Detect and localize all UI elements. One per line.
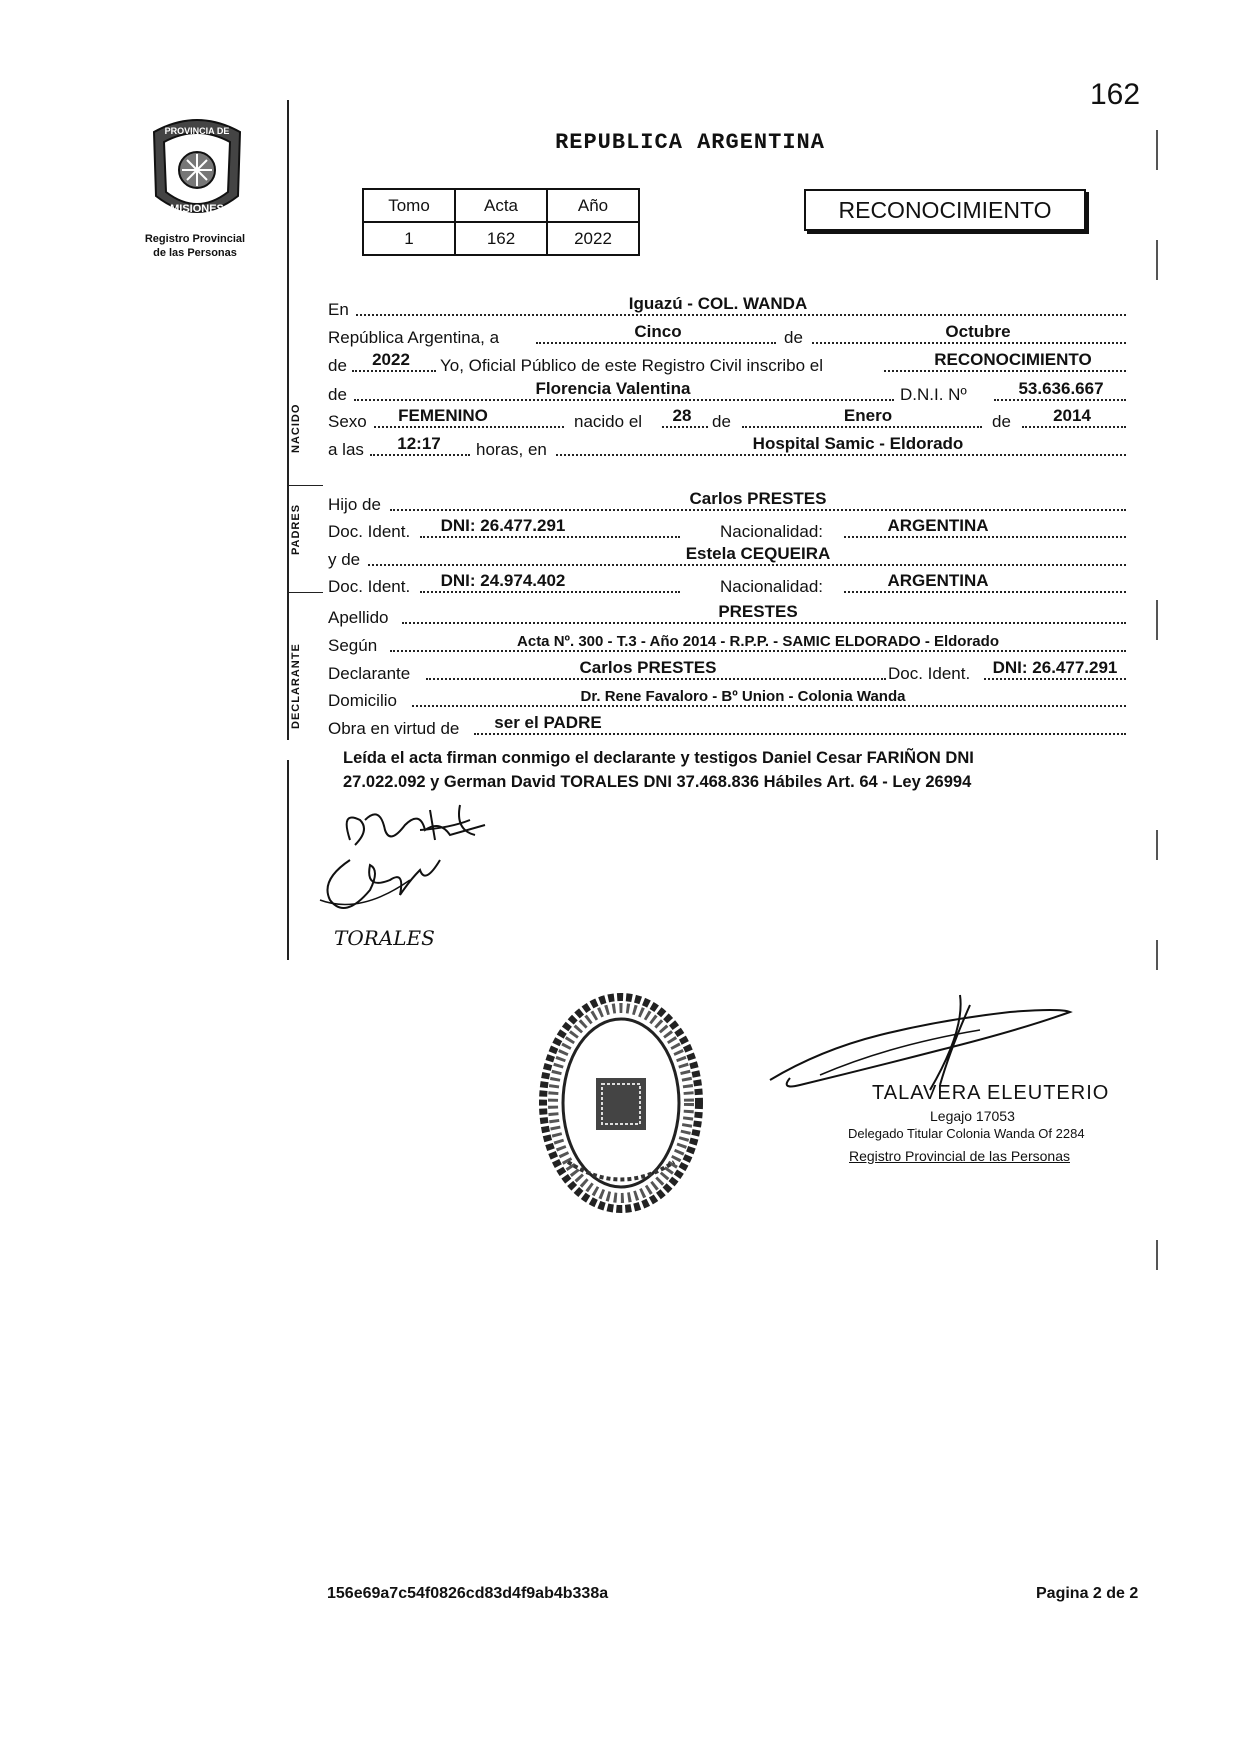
document-hash: 156e69a7c54f0826cd83d4f9ab4b338a	[327, 1585, 609, 1602]
value-doc-madre: DNI: 24.974.402	[440, 571, 566, 590]
dotted-line	[1022, 426, 1126, 428]
signers-line-1: Leída el acta firman conmigo el declarante y testigos Daniel Cesar FARIÑON DNI	[343, 749, 974, 767]
logo-caption	[120, 232, 270, 260]
label-nacionalidad: Nacionalidad:	[720, 522, 824, 541]
registry-header-acta: Acta	[455, 189, 547, 222]
dotted-line	[556, 454, 1126, 456]
registry-value-anio: 2022	[547, 222, 639, 255]
registry-header-anio: Año	[547, 189, 639, 222]
row-hora	[328, 432, 1128, 460]
value-mes-inscripcion: Octubre	[945, 322, 1011, 341]
dotted-line	[662, 426, 708, 428]
value-dni-nacido: 53.636.667	[1018, 379, 1104, 398]
dotted-line	[420, 536, 680, 538]
row-fecha	[328, 320, 1128, 348]
label-apellido: Apellido	[328, 608, 389, 627]
label-yo-oficial: Yo, Oficial Público de este Registro Civil inscribo el	[440, 356, 823, 375]
section-label-declarante: DECLARANTE	[290, 643, 302, 729]
right-margin-mark	[1156, 1240, 1158, 1270]
section-divider-nacido	[287, 485, 323, 486]
dotted-line	[474, 733, 1126, 735]
label-a-las: a las	[328, 440, 364, 459]
official-legajo: Legajo 17053	[930, 1108, 1015, 1124]
dotted-line	[412, 705, 1126, 707]
label-doc-ident-declarante: Doc. Ident.	[888, 664, 971, 683]
logo-caption-line1: Registro Provincial	[144, 233, 246, 245]
logo-caption-line2: de las Personas	[153, 247, 237, 259]
value-lugar-inscripcion: Iguazú - COL. WANDA	[628, 294, 808, 313]
right-margin-mark	[1156, 940, 1158, 970]
label-y-de: y de	[328, 550, 361, 569]
document-title: REPUBLICA ARGENTINA	[555, 130, 825, 155]
value-apellido: PRESTES	[718, 602, 798, 621]
label-de: de	[784, 328, 803, 347]
row-doc-padre	[328, 514, 1128, 542]
label-segun: Según	[328, 636, 378, 655]
dotted-line	[368, 564, 1126, 566]
label-de-anio-nac: de	[992, 412, 1011, 431]
value-doc-padre: DNI: 26.477.291	[440, 516, 566, 535]
row-domicilio	[328, 683, 1128, 711]
value-dia-nacimiento: 28	[672, 406, 692, 425]
label-hijo-de: Hijo de	[328, 495, 381, 514]
dotted-line	[352, 370, 436, 372]
registry-value-tomo: 1	[363, 222, 455, 255]
label-republica: República Argentina, a	[328, 328, 500, 347]
value-tipo-acta: RECONOCIMIENTO	[934, 350, 1092, 369]
label-en: En	[328, 300, 349, 319]
label-doc-ident: Doc. Ident.	[328, 522, 411, 541]
official-stamp-icon	[538, 992, 704, 1214]
dotted-line	[390, 650, 1126, 652]
row-sexo	[328, 404, 1128, 432]
row-segun	[328, 628, 1128, 656]
row-declarante	[328, 656, 1128, 684]
registry-table	[362, 188, 640, 256]
label-de-anio: de	[328, 356, 347, 375]
dotted-line	[984, 678, 1126, 680]
value-padre: Carlos PRESTES	[689, 489, 827, 508]
witness-signature-torales: TORALES	[334, 926, 435, 950]
dotted-line	[402, 622, 1126, 624]
registry-header-row	[363, 189, 639, 222]
row-anio	[328, 348, 1128, 376]
section-label-nacido: NACIDO	[290, 403, 302, 453]
label-nacido-el: nacido el	[574, 412, 643, 431]
dotted-line	[426, 678, 886, 680]
dotted-line	[370, 454, 470, 456]
dotted-line	[742, 426, 982, 428]
value-lugar-nacimiento: Hospital Samic - Eldorado	[752, 434, 964, 453]
row-obra	[328, 711, 1128, 739]
row-nombre	[328, 377, 1128, 405]
section-label-padres: PADRES	[290, 503, 302, 555]
signers-paragraph	[343, 746, 1133, 794]
value-dia-inscripcion: Cinco	[634, 322, 682, 341]
value-sexo: FEMENINO	[398, 406, 488, 425]
dotted-line	[356, 314, 1126, 316]
dotted-line	[536, 342, 776, 344]
label-dni: D.N.I. Nº	[900, 385, 967, 404]
seal-bottom-text: MISIONES	[170, 203, 224, 215]
provincial-seal-icon	[142, 112, 252, 230]
value-segun: Acta Nº. 300 - T.3 - Año 2014 - R.P.P. - SAMIC ELDORADO - Eldorado	[517, 633, 999, 650]
value-madre: Estela CEQUEIRA	[685, 544, 831, 563]
value-mes-nacimiento: Enero	[843, 406, 893, 425]
registry-header-tomo: Tomo	[363, 189, 455, 222]
dotted-line	[844, 536, 1126, 538]
official-registry: Registro Provincial de las Personas	[849, 1148, 1070, 1164]
page-indicator: Pagina 2 de 2	[1036, 1585, 1139, 1602]
dotted-line	[994, 399, 1126, 401]
row-en	[328, 292, 1128, 320]
label-nacionalidad: Nacionalidad:	[720, 577, 824, 596]
dotted-line	[844, 591, 1126, 593]
left-margin-rule	[287, 100, 289, 740]
page-number: 162	[1090, 78, 1141, 111]
label-doc-ident: Doc. Ident.	[328, 577, 411, 596]
right-margin-mark	[1156, 830, 1158, 860]
value-doc-declarante: DNI: 26.477.291	[992, 658, 1118, 677]
value-nac-padre: ARGENTINA	[887, 516, 989, 535]
row-apellido	[328, 600, 1128, 628]
value-obra: ser el PADRE	[494, 713, 602, 732]
witness-signatures-icon	[310, 800, 500, 940]
label-sexo: Sexo	[328, 412, 367, 431]
value-nombre-nacido: Florencia Valentina	[535, 379, 691, 398]
dotted-line	[420, 591, 680, 593]
left-margin-rule-lower	[287, 760, 289, 960]
label-domicilio: Domicilio	[328, 691, 397, 710]
value-anio-nacimiento: 2014	[1053, 406, 1091, 425]
value-hora-nacimiento: 12:17	[397, 434, 441, 453]
official-role: Delegado Titular Colonia Wanda Of 2284	[848, 1126, 1085, 1141]
value-anio-inscripcion: 2022	[372, 350, 410, 369]
value-nac-madre: ARGENTINA	[887, 571, 989, 590]
registry-value-row	[363, 222, 639, 255]
right-margin-mark	[1156, 130, 1158, 170]
right-margin-mark	[1156, 600, 1158, 640]
dotted-line	[390, 509, 1126, 511]
label-declarante: Declarante	[328, 664, 411, 683]
label-horas-en: horas, en	[476, 440, 547, 459]
row-y-de	[328, 542, 1128, 570]
seal-arc-text: PROVINCIA DE	[164, 126, 230, 136]
official-name: TALAVERA ELEUTERIO	[872, 1082, 1110, 1104]
right-margin-mark	[1156, 240, 1158, 280]
value-domicilio: Dr. Rene Favaloro - Bº Union - Colonia Wanda	[580, 688, 906, 705]
dotted-line	[884, 370, 1126, 372]
registry-value-acta: 162	[455, 222, 547, 255]
label-obra: Obra en virtud de	[328, 719, 460, 738]
dotted-line	[354, 399, 894, 401]
dotted-line	[812, 342, 1126, 344]
section-divider-padres	[287, 592, 323, 593]
dotted-line	[374, 426, 564, 428]
row-hijo-de	[328, 487, 1128, 515]
label-de-mes: de	[712, 412, 731, 431]
label-de-nombre: de	[328, 385, 347, 404]
value-declarante: Carlos PRESTES	[579, 658, 717, 677]
signers-line-2: 27.022.092 y German David TORALES DNI 37.468.836 Hábiles Art. 64 - Ley 26994	[343, 773, 972, 791]
document-type-box: RECONOCIMIENTO	[804, 189, 1086, 231]
row-doc-madre	[328, 569, 1128, 597]
